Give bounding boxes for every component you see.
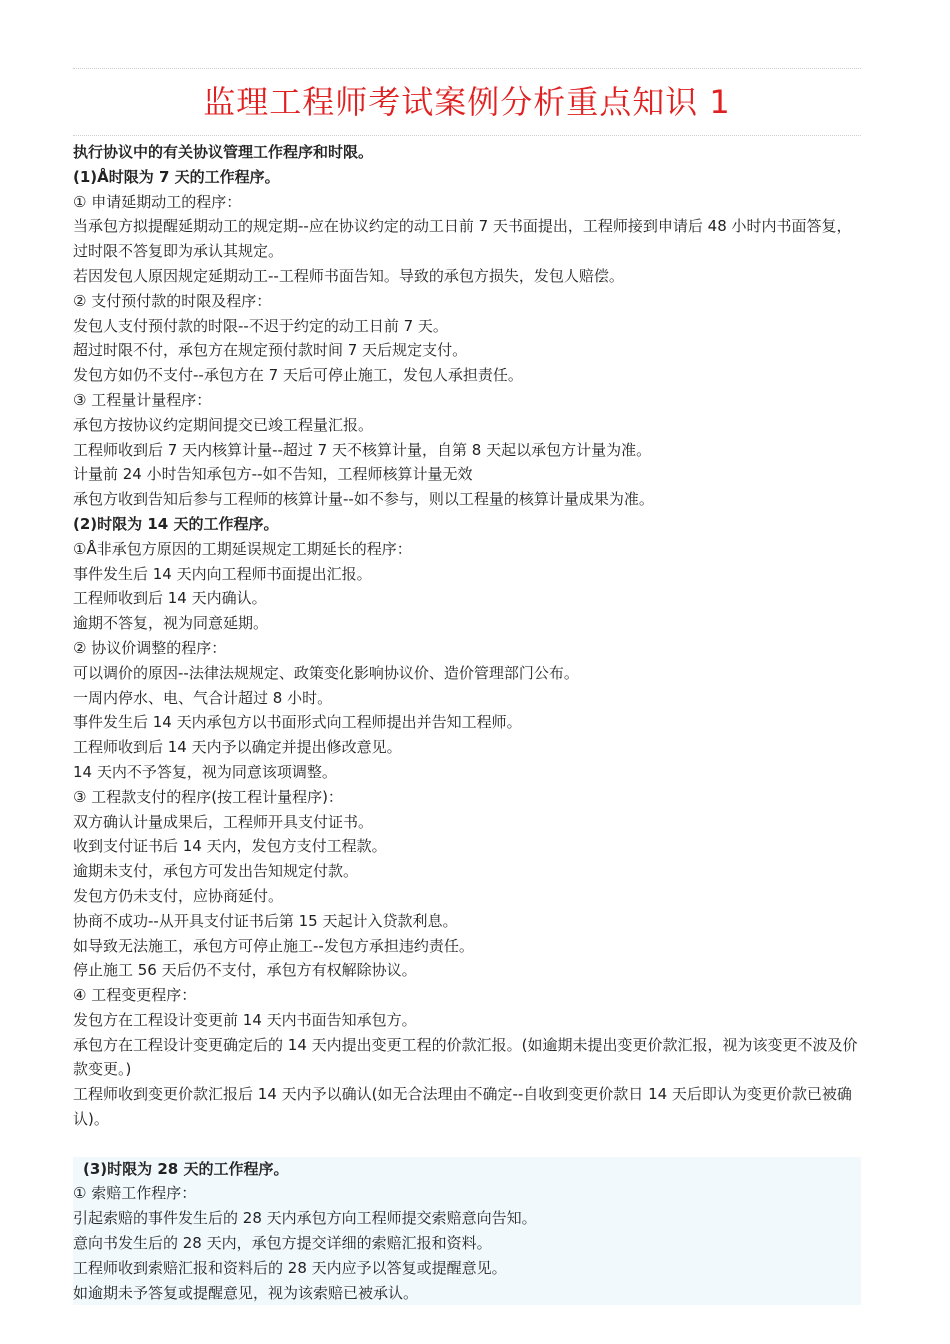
text-line: ①Å非承包方原因的工期延误规定工期延长的程序： [73,539,412,558]
text-line: 计量前 24 小时告知承包方--如不告知，工程师核算计量无效 [73,465,473,484]
text-line: 当承包方拟提醒延期动工的规定期--应在协议约定的动工日前 7 天书面提出，工程师接到申请后 48 小时内书面答复，过时限不答复即为承认其规定。 [73,217,852,261]
text-line: 若因发包人原因规定延期动工--工程师书面告知。导致的承包方损失，发包人赔偿。 [73,266,624,285]
section-heading: (1)Å时限为 7 天的工作程序。 [73,167,280,186]
text-line: 工程师收到后 7 天内核算计量--超过 7 天不核算计量，自第 8 天起以承包方计量为准。 [73,440,652,459]
text-line: 收到支付证书后 14 天内，发包方支付工程款。 [73,837,387,856]
text-line: 引起索赔的事件发生后的 28 天内承包方向工程师提交索赔意向告知。 [73,1209,537,1228]
section-heading: (3)时限为 28 天的工作程序。 [83,1159,289,1178]
text-line: 事件发生后 14 天内承包方以书面形式向工程师提出并告知工程师。 [73,713,522,732]
text-line: 工程师收到索赔汇报和资料后的 28 天内应予以答复或提醒意见。 [73,1258,507,1277]
text-line: 如逾期未予答复或提醒意见，视为该索赔已被承认。 [73,1283,419,1302]
text-line: 双方确认计量成果后，工程师开具支付证书。 [73,812,374,831]
title-divider [73,135,861,136]
document-body [73,140,861,1305]
section-heading: (2)时限为 14 天的工作程序。 [73,514,279,533]
text-line: 一周内停水、电、气合计超过 8 小时。 [73,688,333,707]
text-line: 发包人支付预付款的时限--不迟于约定的动工日前 7 天。 [73,316,448,335]
text-line: 可以调价的原因--法律法规规定、政策变化影响协议价、造价管理部门公布。 [73,663,579,682]
shaded-section [73,1157,861,1306]
section-gap [73,1132,861,1157]
text-line: ② 支付预付款的时限及程序： [73,291,272,310]
document-page [73,68,861,1305]
text-line: 工程师收到变更价款汇报后 14 天内予以确认(如无合法理由不确定--自收到变更价款日 14 天后即认为变更价款已被确认)。 [73,1085,852,1129]
text-line: ④ 工程变更程序： [73,986,197,1005]
text-line: 工程师收到后 14 天内予以确定并提出修改意见。 [73,738,402,757]
text-line: ① 索赔工作程序： [73,1184,197,1203]
text-line: ② 协议价调整的程序： [73,638,227,657]
page-title: 监理工程师考试案例分析重点知识 1 [203,83,731,121]
text-line: 发包方在工程设计变更前 14 天内书面告知承包方。 [73,1010,417,1029]
text-line: 承包方按协议约定期间提交已竣工程量汇报。 [73,415,374,434]
text-line: 工程师收到后 14 天内确认。 [73,589,267,608]
text-line: 协商不成功--从开具支付证书后第 15 天起计入贷款利息。 [73,911,458,930]
section-heading: 执行协议中的有关协议管理工作程序和时限。 [73,143,374,161]
text-line: 发包方如仍不支付--承包方在 7 天后可停止施工，发包人承担责任。 [73,366,523,385]
text-line: 事件发生后 14 天内向工程师书面提出汇报。 [73,564,372,583]
text-line: 14 天内不予答复，视为同意该项调整。 [73,762,337,781]
text-line: ③ 工程款支付的程序(按工程计量程序)： [73,787,343,806]
text-line: 如导致无法施工，承包方可停止施工--发包方承担违约责任。 [73,936,474,955]
text-line: 逾期不答复，视为同意延期。 [73,614,269,633]
main-section [73,140,861,1132]
text-line: 意向书发生后的 28 天内，承包方提交详细的索赔汇报和资料。 [73,1234,492,1253]
text-line: 超过时限不付，承包方在规定预付款时间 7 天后规定支付。 [73,341,468,360]
text-line: ① 申请延期动工的程序： [73,192,242,211]
text-line: 逾期未支付，承包方可发出告知规定付款。 [73,862,359,881]
text-line: 发包方仍未支付，应协商延付。 [73,886,284,905]
text-line: 承包方收到告知后参与工程师的核算计量--如不参与，则以工程量的核算计量成果为准。 [73,490,654,509]
text-line: 停止施工 56 天后仍不支付，承包方有权解除协议。 [73,961,417,980]
text-line: 承包方在工程设计变更确定后的 14 天内提出变更工程的价款汇报。(如逾期未提出变更价款汇报，视为该变更不波及价款变更。) [73,1035,858,1079]
text-line: ③ 工程量计量程序： [73,390,212,409]
